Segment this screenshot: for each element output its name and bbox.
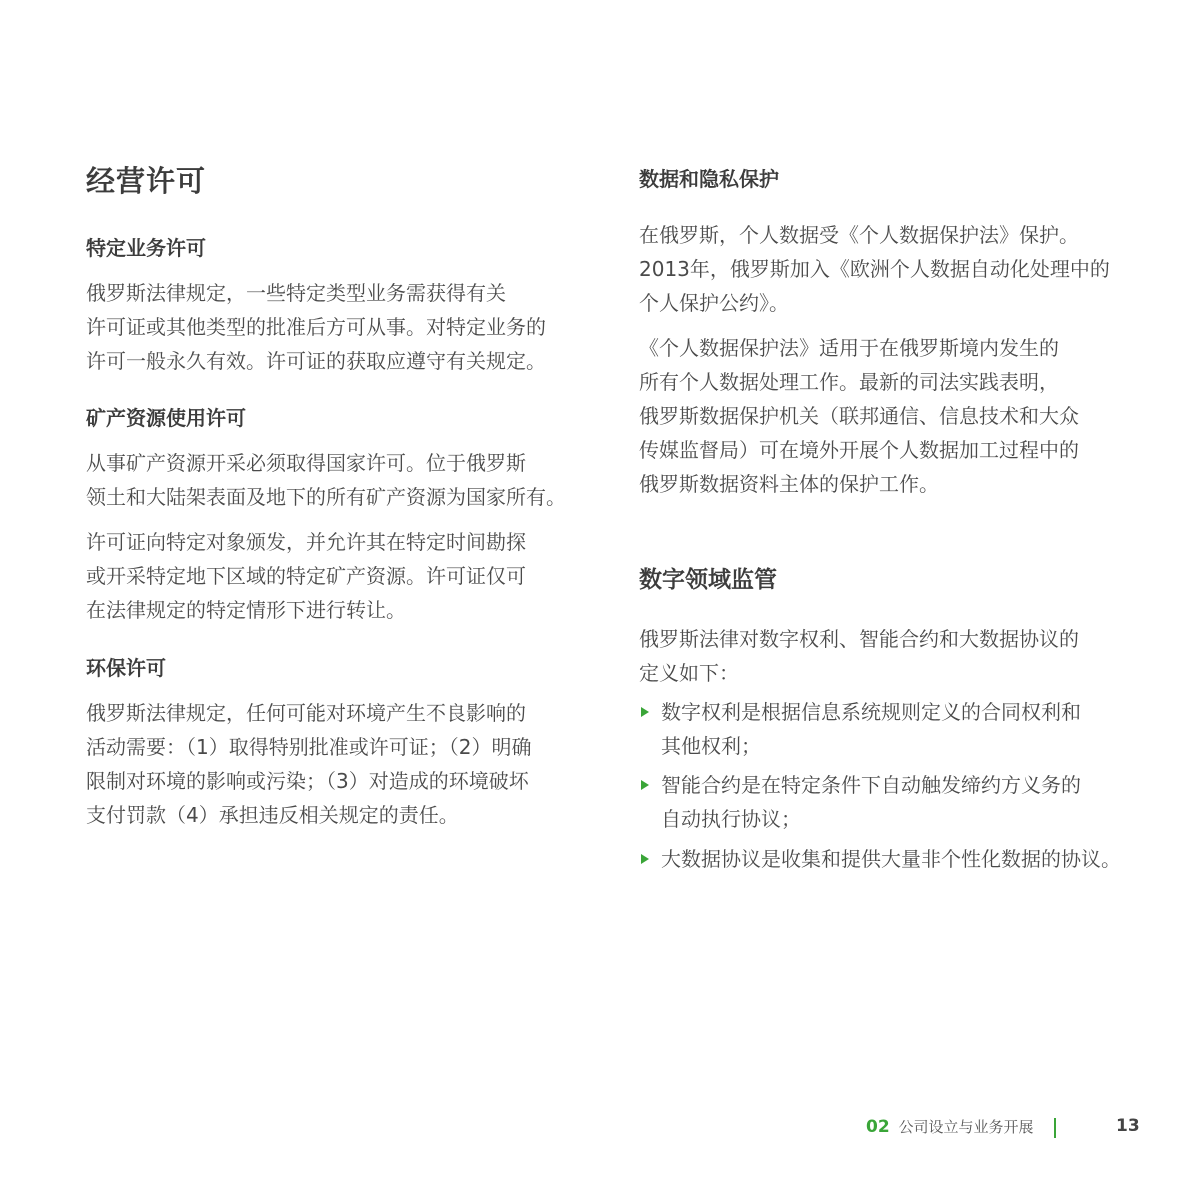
text-line: 智能合约是在特定条件下自动触发缔约方义务的: [661, 773, 1081, 797]
text-line: 2013年，俄罗斯加入《欧洲个人数据自动化处理中的: [639, 257, 1110, 281]
text-line: 或开采特定地下区域的特定矿产资源。许可证仅可: [86, 564, 526, 588]
text-line: 许可证或其他类型的批准后方可从事。对特定业务的: [86, 315, 546, 339]
paragraph-privacy-1: [639, 218, 1110, 320]
text-line: 在俄罗斯，个人数据受《个人数据保护法》保护。: [639, 223, 1079, 247]
text-line: 领土和大陆架表面及地下的所有矿产资源为国家所有。: [86, 485, 566, 509]
text-line: 个人保护公约》。: [639, 291, 789, 315]
bullet-text: [661, 768, 1081, 836]
text-line: 俄罗斯法律规定，任何可能对环境产生不良影响的: [86, 701, 526, 725]
section-title-digital-regulation: 数字领域监管: [639, 567, 777, 593]
text-line: 定义如下：: [639, 661, 739, 685]
subheading-environmental-license: 环保许可: [86, 656, 166, 680]
paragraph-digital-intro: [639, 622, 1079, 690]
text-line: 俄罗斯数据资料主体的保护工作。: [639, 472, 939, 496]
footer-chapter: [866, 1116, 1033, 1140]
text-line: 所有个人数据处理工作。最新的司法实践表明，: [639, 370, 1059, 394]
paragraph-mineral-2: [86, 525, 526, 627]
section-title-business-license: 经营许可: [86, 164, 207, 198]
text-line: 俄罗斯数据保护机关（联邦通信、信息技术和大众: [639, 404, 1079, 428]
bullet-triangle-icon: [641, 854, 649, 864]
subheading-data-privacy: 数据和隐私保护: [639, 167, 779, 191]
text-line: 自动执行协议；: [661, 807, 801, 831]
paragraph-privacy-2: [639, 331, 1079, 501]
text-line: 活动需要：（1）取得特别批准或许可证；（2）明确: [86, 735, 532, 759]
paragraph-mineral-1: [86, 446, 566, 514]
text-line: 许可证向特定对象颁发，并允许其在特定时间勘探: [86, 530, 526, 554]
text-line: 许可一般永久有效。许可证的获取应遵守有关规定。: [86, 349, 546, 373]
chapter-title: 公司设立与业务开展: [898, 1118, 1034, 1136]
bullet-text: [661, 842, 1121, 876]
text-line: 支付罚款（4）承担违反相关规定的责任。: [86, 803, 459, 827]
chapter-number: 02: [866, 1117, 890, 1137]
subheading-specific-business-license: 特定业务许可: [86, 236, 206, 260]
subheading-mineral-license: 矿产资源使用许可: [86, 406, 246, 430]
bullet-text: [661, 695, 1081, 763]
text-line: 其他权利；: [661, 734, 761, 758]
bullet-triangle-icon: [641, 780, 649, 790]
text-line: 传媒监督局）可在境外开展个人数据加工过程中的: [639, 438, 1079, 462]
text-line: 从事矿产资源开采必须取得国家许可。位于俄罗斯: [86, 451, 526, 475]
bullet-triangle-icon: [641, 707, 649, 717]
page-number: 13: [1116, 1116, 1140, 1136]
text-line: 俄罗斯法律对数字权利、智能合约和大数据协议的: [639, 627, 1079, 651]
text-line: 俄罗斯法律规定，一些特定类型业务需获得有关: [86, 281, 506, 305]
text-line: 数字权利是根据信息系统规则定义的合同权利和: [661, 700, 1081, 724]
paragraph-environmental: [86, 696, 531, 832]
text-line: 《个人数据保护法》适用于在俄罗斯境内发生的: [639, 336, 1059, 360]
footer-divider: [1054, 1118, 1056, 1138]
paragraph-specific-business: [86, 276, 546, 378]
text-line: 在法律规定的特定情形下进行转让。: [86, 598, 406, 622]
text-line: 限制对环境的影响或污染；（3）对造成的环境破坏: [86, 769, 529, 793]
text-line: 大数据协议是收集和提供大量非个性化数据的协议。: [661, 847, 1121, 871]
